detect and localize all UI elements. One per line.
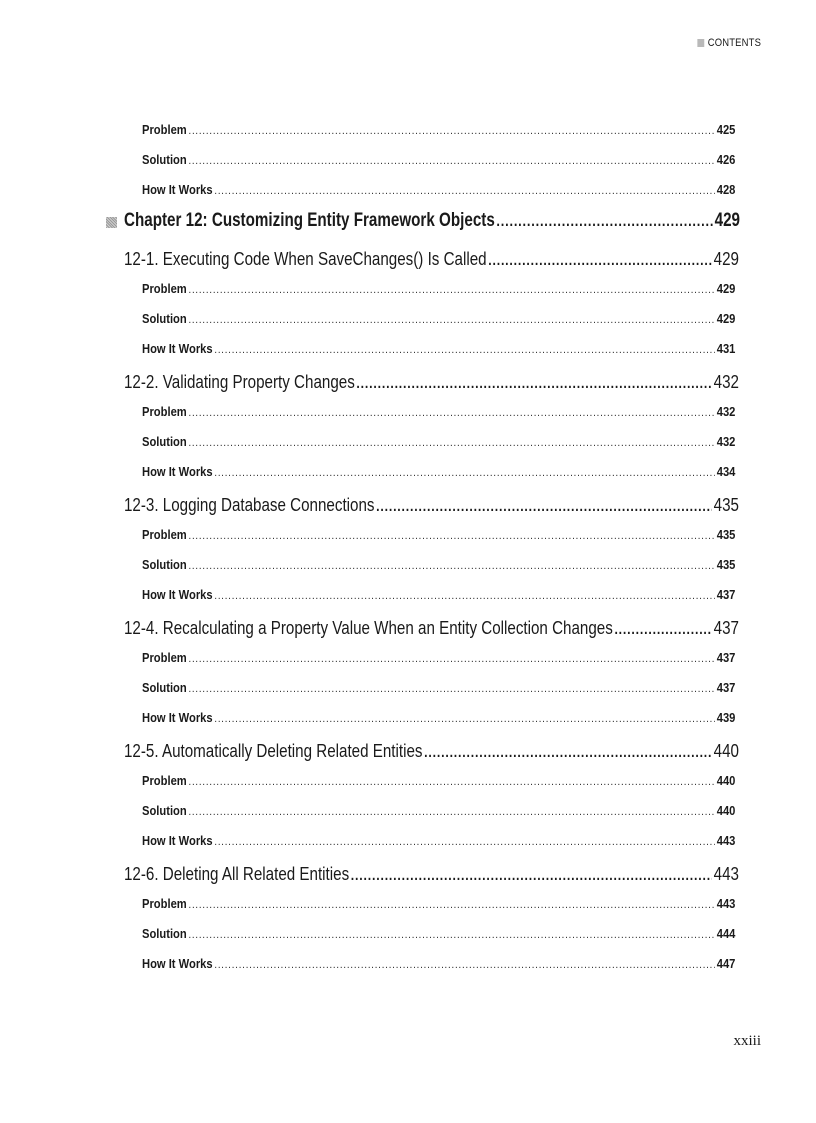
dot-leader (424, 744, 712, 761)
chapter-square-icon (106, 217, 117, 228)
toc-entry-page: 429 (713, 248, 739, 269)
toc-entry-page: 440 (716, 773, 736, 788)
toc-entry-page: 444 (716, 926, 736, 941)
toc-entry-label: Chapter 12: Customizing Entity Framework Objects (124, 210, 495, 231)
dot-leader (214, 713, 715, 725)
toc-entry-label: Solution (142, 803, 187, 818)
dot-leader (188, 284, 715, 296)
dot-leader (188, 653, 715, 665)
toc-entry-page: 425 (716, 122, 736, 137)
toc-entry-label: How It Works (142, 464, 213, 479)
dot-leader (188, 776, 715, 788)
toc-subsection-entry[interactable] (142, 527, 735, 542)
toc-entry-label: 12-6. Deleting All Related Entities (124, 863, 350, 884)
toc-entry-label: Problem (142, 404, 187, 419)
dot-leader (188, 929, 715, 941)
toc-entry-label: Solution (142, 152, 187, 167)
toc-entry-label: Problem (142, 281, 187, 296)
toc-entry-page: 429 (716, 281, 736, 296)
toc-entry-label: Problem (142, 527, 187, 542)
toc-chapter-entry[interactable] (124, 210, 740, 232)
toc-entry-page: 443 (716, 833, 736, 848)
toc-entry-label: Solution (142, 311, 187, 326)
dot-leader (214, 590, 715, 602)
toc-section-entry[interactable] (124, 863, 739, 885)
dot-leader (356, 375, 712, 392)
toc-subsection-entry[interactable] (142, 404, 735, 419)
toc-entry-label: 12-5. Automatically Deleting Related Entities (124, 740, 423, 761)
toc-subsection-entry[interactable] (142, 557, 735, 572)
toc-entry-label: How It Works (142, 956, 213, 971)
toc-entry-page: 429 (716, 311, 736, 326)
dot-leader (188, 560, 715, 572)
toc-entry-label: Solution (142, 680, 187, 695)
toc-subsection-entry[interactable] (142, 587, 735, 602)
toc-entry-label: 12-1. Executing Code When SaveChanges() Is Called (124, 248, 487, 269)
dot-leader (188, 314, 715, 326)
toc-entry-label: How It Works (142, 182, 213, 197)
toc-entry-page: 443 (716, 896, 736, 911)
toc-entry-label: How It Works (142, 341, 213, 356)
toc-subsection-entry[interactable] (142, 152, 735, 167)
dot-leader (188, 125, 715, 137)
toc-section-entry[interactable] (124, 494, 739, 516)
dot-leader (214, 959, 715, 971)
toc-subsection-entry[interactable] (142, 341, 735, 356)
toc-entry-page: 447 (716, 956, 736, 971)
dot-leader (351, 867, 712, 884)
toc-entry-label: How It Works (142, 833, 213, 848)
dot-leader (614, 621, 712, 638)
toc-entry-label: How It Works (142, 587, 213, 602)
toc-entry-page: 432 (716, 434, 736, 449)
toc-entry-page: 435 (716, 527, 736, 542)
toc-entry-label: Problem (142, 650, 187, 665)
toc-subsection-entry[interactable] (142, 650, 735, 665)
toc-subsection-entry[interactable] (142, 434, 735, 449)
toc-subsection-entry[interactable] (142, 122, 735, 137)
header-square-icon (697, 39, 704, 47)
toc-entry-page: 437 (716, 650, 736, 665)
toc-subsection-entry[interactable] (142, 926, 735, 941)
dot-leader (214, 836, 715, 848)
toc-subsection-entry[interactable] (142, 803, 735, 818)
toc-section-entry[interactable] (124, 740, 739, 762)
toc-section-entry[interactable] (124, 617, 739, 639)
dot-leader (376, 498, 712, 515)
toc-entry-label: 12-2. Validating Property Changes (124, 371, 355, 392)
toc-entry-label: Solution (142, 926, 187, 941)
dot-leader (188, 806, 715, 818)
dot-leader (188, 899, 715, 911)
running-header (697, 37, 761, 49)
toc-subsection-entry[interactable] (142, 182, 735, 197)
toc-subsection-entry[interactable] (142, 833, 735, 848)
dot-leader (188, 437, 715, 449)
toc-subsection-entry[interactable] (142, 956, 735, 971)
toc-entry-page: 440 (713, 740, 739, 761)
dot-leader (188, 530, 715, 542)
toc-entry-page: 437 (716, 680, 736, 695)
toc-entry-label: Problem (142, 896, 187, 911)
dot-leader (188, 683, 715, 695)
dot-leader (188, 407, 715, 419)
dot-leader (496, 213, 713, 231)
toc-section-entry[interactable] (124, 248, 739, 270)
toc-entry-label: Problem (142, 122, 187, 137)
toc-entry-page: 443 (713, 863, 739, 884)
toc-subsection-entry[interactable] (142, 773, 735, 788)
dot-leader (214, 185, 715, 197)
toc-entry-page: 432 (716, 404, 736, 419)
toc-entry-page: 431 (716, 341, 736, 356)
toc-entry-page: 435 (713, 494, 739, 515)
dot-leader (214, 467, 715, 479)
toc-subsection-entry[interactable] (142, 680, 735, 695)
toc-entry-label: Solution (142, 434, 187, 449)
toc-entry-label: Problem (142, 773, 187, 788)
dot-leader (188, 155, 715, 167)
toc-entry-page: 434 (716, 464, 736, 479)
toc-subsection-entry[interactable] (142, 311, 735, 326)
toc-entry-page: 440 (716, 803, 736, 818)
toc-entry-label: 12-4. Recalculating a Property Value When an Entity Collection Changes (124, 617, 613, 638)
toc-entry-page: 429 (714, 210, 740, 231)
toc-entry-page: 439 (716, 710, 736, 725)
dot-leader (488, 252, 712, 269)
toc-subsection-entry[interactable] (142, 710, 735, 725)
toc-subsection-entry[interactable] (142, 281, 735, 296)
page-number: xxiii (733, 1033, 761, 1049)
toc-entry-page: 437 (713, 617, 739, 638)
toc-entry-page: 428 (716, 182, 736, 197)
header-label: CONTENTS (707, 37, 761, 49)
toc-entry-page: 437 (716, 587, 736, 602)
toc-entry-label: 12-3. Logging Database Connections (124, 494, 375, 515)
toc-entry-page: 435 (716, 557, 736, 572)
toc-subsection-entry[interactable] (142, 464, 735, 479)
toc-section-entry[interactable] (124, 371, 739, 393)
toc-entry-label: Solution (142, 557, 187, 572)
toc-entry-page: 432 (713, 371, 739, 392)
toc-entry-page: 426 (716, 152, 736, 167)
toc-entry-label: How It Works (142, 710, 213, 725)
dot-leader (214, 344, 715, 356)
toc-subsection-entry[interactable] (142, 896, 735, 911)
